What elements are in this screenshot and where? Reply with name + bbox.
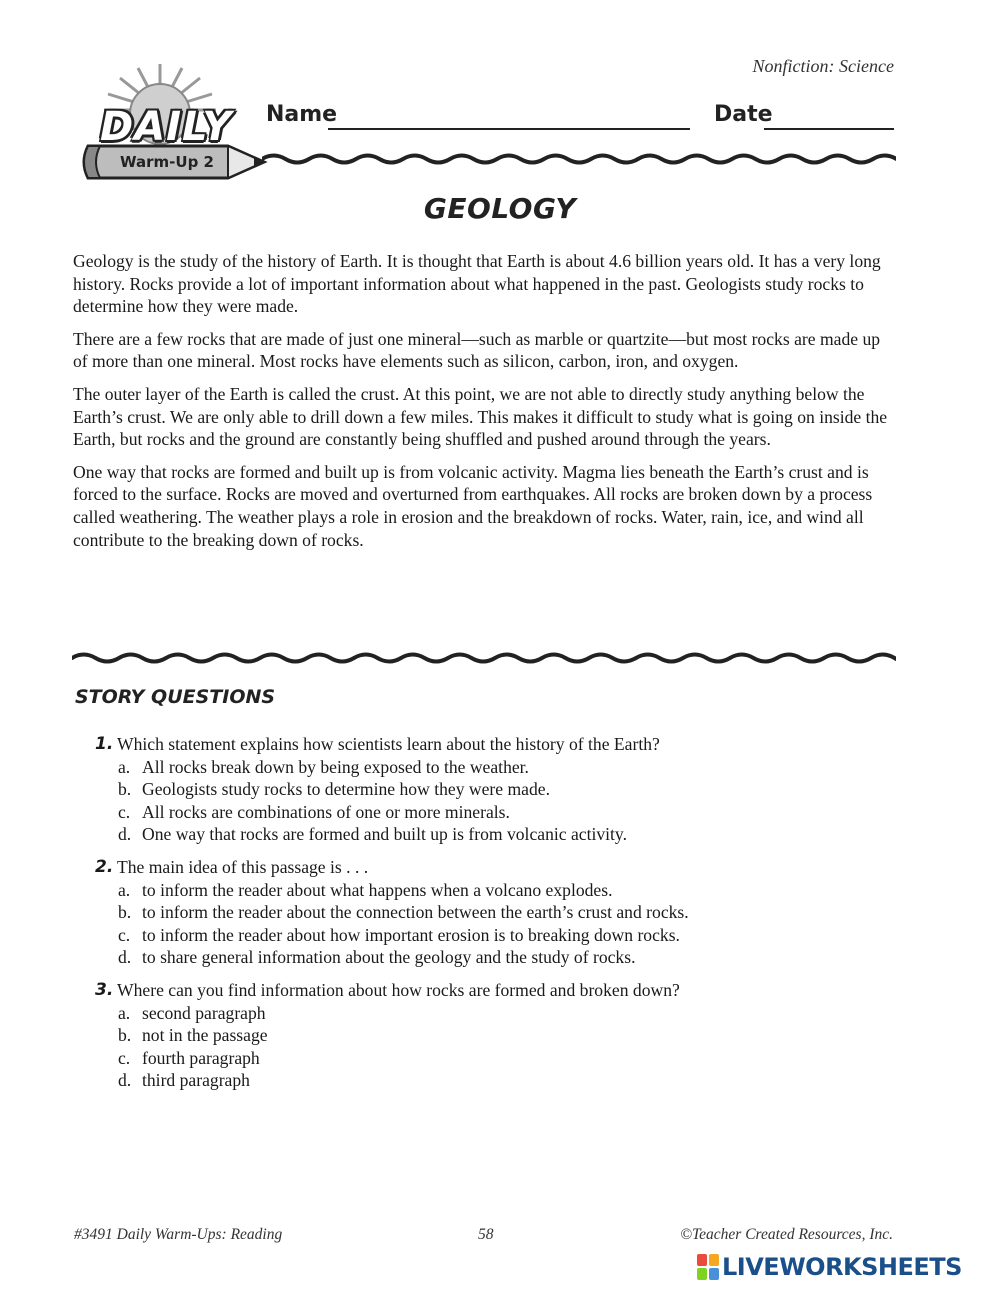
passage-paragraph: The outer layer of the Earth is called the crust. At this point, we are not able to directly study anything below the Earth’s crust. We are only able to drill down a few miles. This makes it difficult to study what is going on inside the Earth, but rocks and the ground are constantly being shuffled and pushed around through the years. [73,383,888,450]
option-text: to share general information about the geology and the study of rocks. [142,947,636,968]
option-text: fourth paragraph [142,1047,260,1068]
option-letter: a. [118,879,131,900]
option-letter: b. [118,779,132,800]
passage-paragraph: Geology is the study of the history of Earth. It is thought that Earth is about 4.6 billion years old. It has a very long history. Rocks provide a lot of important information about what happened in the past. Geologists study rocks to determine how they were made. [73,251,881,317]
option-text: not in the passage [142,1025,268,1046]
answer-option[interactable] [95,946,895,969]
category-label: Nonfiction: Science [752,56,894,76]
question-stem: The main idea of this passage is . . . [117,856,369,877]
daily-warmup-logo [78,62,268,192]
question-2 [95,856,895,969]
name-input-line[interactable] [328,128,690,130]
logo-square [697,1268,707,1280]
date-label: Date [714,102,773,127]
name-label: Name [266,102,338,127]
option-letter: c. [118,924,131,945]
logo-warmup-number: Warm-Up 2 [120,153,214,171]
answer-option[interactable] [95,1069,895,1092]
answer-option[interactable] [95,801,895,824]
story-questions-heading: STORY QUESTIONS [75,686,276,708]
question-stem: Where can you find information about how rocks are formed and broken down? [117,979,680,1000]
answer-option[interactable] [95,879,895,902]
answer-option[interactable] [95,756,895,779]
answer-option[interactable] [95,1002,895,1025]
answer-option[interactable] [95,901,895,924]
passage-paragraph: One way that rocks are formed and built up is from volcanic activity. Magma lies beneath the Earth’s crust and is forced to the surface. Rocks are moved and overturned from earthquakes. All rocks are broken down by a process called weathering. The weather plays a role in erosion and the breakdown of rocks. Water, rain, ice, and wind all contribute to the breaking down of rocks. [73,461,873,550]
option-text: to inform the reader about what happens when a volcano explodes. [142,879,613,900]
questions-list [95,733,895,1102]
section-wave-divider [72,646,896,670]
option-text: One way that rocks are formed and built up is from volcanic activity. [142,824,627,845]
option-letter: b. [118,902,132,923]
reading-passage [73,250,899,561]
option-letter: c. [118,801,131,822]
logo-square [709,1254,719,1266]
answer-option[interactable] [95,1024,895,1047]
answer-option[interactable] [95,823,895,846]
option-text: second paragraph [142,1002,266,1023]
option-text: to inform the reader about how important erosion is to breaking down rocks. [142,924,680,945]
header-wave-divider [262,148,896,170]
question-number: 1. [95,734,114,754]
option-letter: d. [118,1070,132,1091]
logo-daily-text: DAILY [100,104,233,150]
option-text: Geologists study rocks to determine how they were made. [142,779,550,800]
question-3 [95,979,895,1092]
option-letter: c. [118,1047,131,1068]
answer-option[interactable] [95,924,895,947]
option-letter: d. [118,947,132,968]
liveworksheets-wordmark: LIVEWORKSHEETS [722,1253,962,1281]
option-letter: b. [118,1025,132,1046]
option-letter: d. [118,824,132,845]
option-letter: a. [118,1002,131,1023]
passage-paragraph: There are a few rocks that are made of just one mineral—such as marble or quartzite—but most rocks are made up of more than one mineral. Most rocks have elements such as silicon, carbon, iron, and oxygen. [73,328,881,372]
question-stem: Which statement explains how scientists learn about the history of the Earth? [117,734,660,754]
option-text: All rocks are combinations of one or more minerals. [142,801,510,822]
footer-copyright: ©Teacher Created Resources, Inc. [680,1226,893,1243]
option-text: All rocks break down by being exposed to the weather. [142,756,529,777]
question-1 [95,733,895,846]
question-number: 3. [95,979,114,1000]
liveworksheets-brand[interactable] [697,1253,962,1281]
answer-option[interactable] [95,778,895,801]
footer-book-title: #3491 Daily Warm-Ups: Reading [74,1226,283,1243]
liveworksheets-logo-icon [697,1254,719,1280]
question-number: 2. [95,856,114,877]
option-text: third paragraph [142,1070,250,1091]
option-text: to inform the reader about the connection between the earth’s crust and rocks. [142,902,689,923]
logo-square [697,1254,707,1266]
date-input-line[interactable] [764,128,894,130]
page-title: GEOLOGY [423,192,577,225]
logo-square [709,1268,719,1280]
answer-option[interactable] [95,1047,895,1070]
footer-page-number: 58 [478,1226,494,1243]
option-letter: a. [118,756,131,777]
